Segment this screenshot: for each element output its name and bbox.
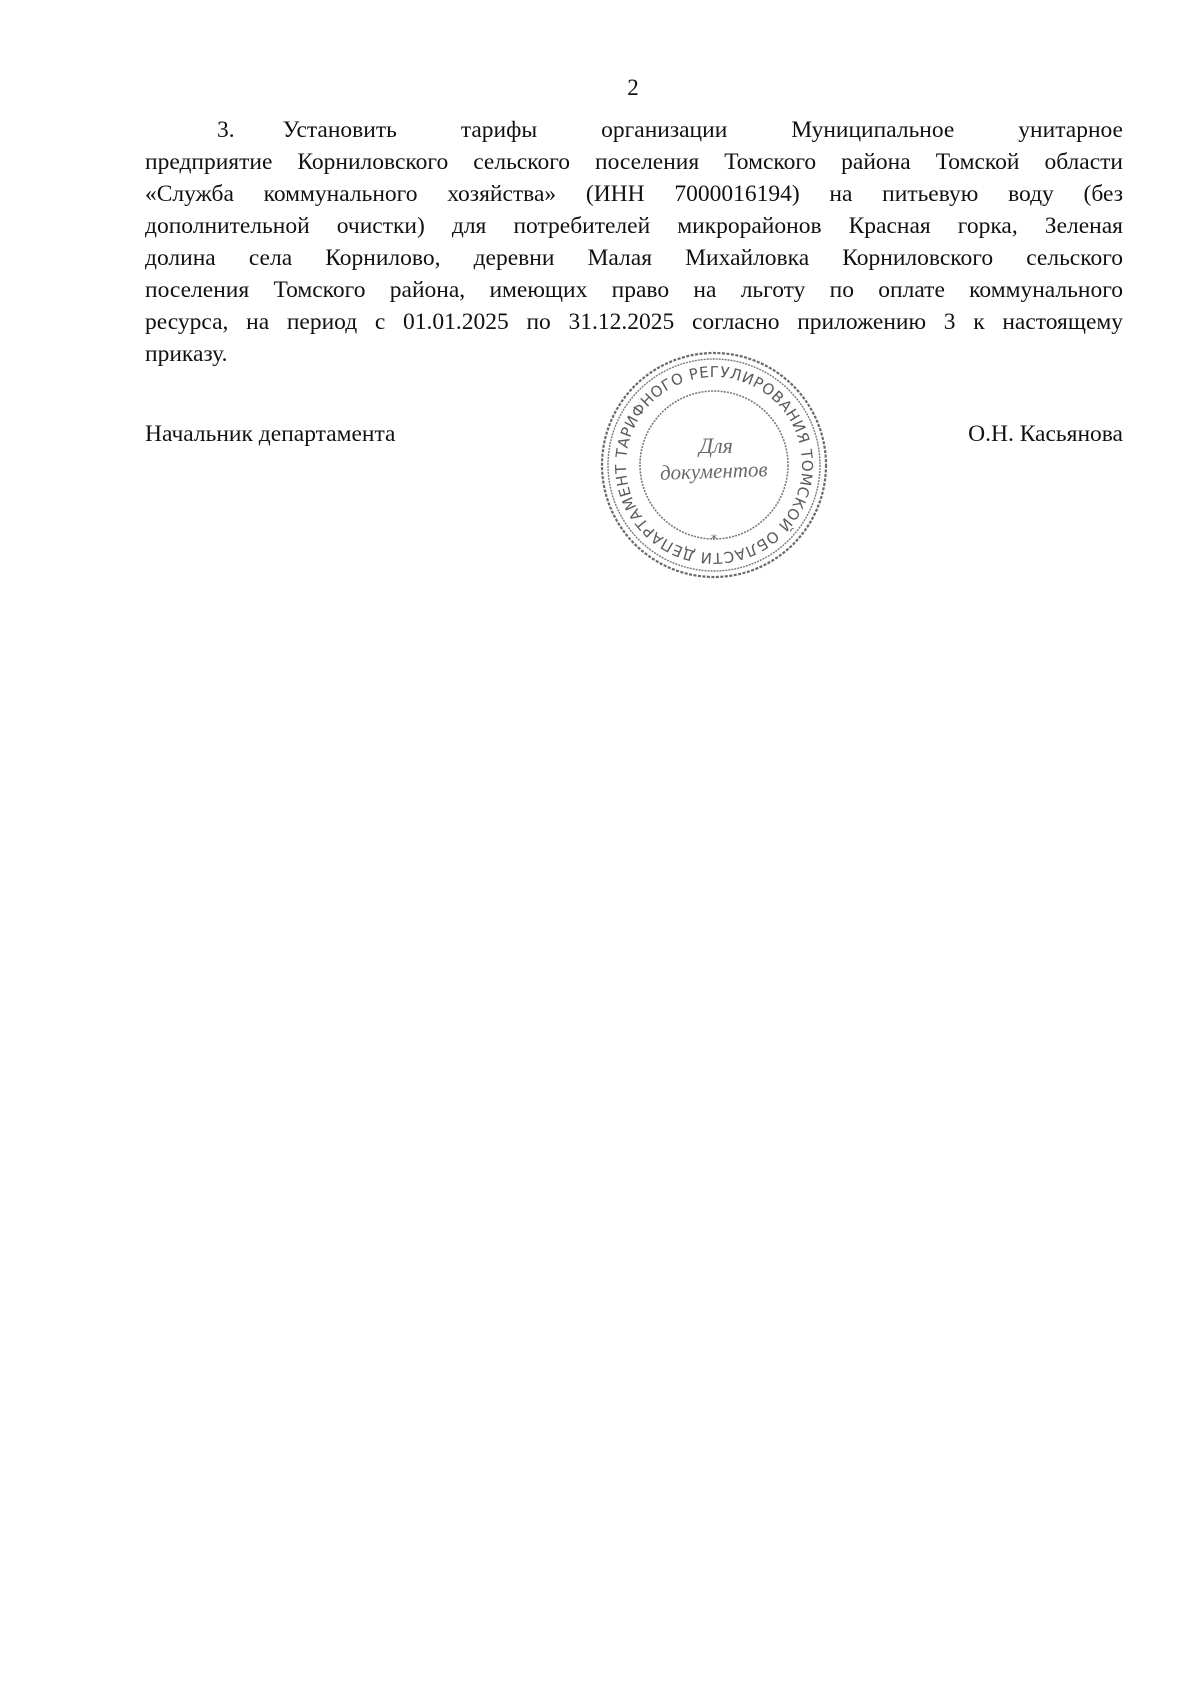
- official-stamp: [594, 345, 834, 585]
- paragraph-line-1: [145, 114, 1123, 146]
- stamp-ring-text: ДЕПАРТАМЕНТ ТАРИФНОГО РЕГУЛИРОВАНИЯ ТОМСКОЙ ОБЛАСТИ: [611, 362, 817, 568]
- paragraph-line-2: предприятие Корниловского сельского поселения Томского района Томской области: [145, 149, 1123, 175]
- paragraph-line-3: «Служба коммунального хозяйства» (ИНН 7000016194) на питьевую воду (без: [145, 181, 1123, 207]
- clause-number: 3.: [217, 117, 235, 143]
- stamp-seal-icon: [594, 345, 834, 585]
- signatory-title: Начальник департамента: [145, 421, 396, 447]
- clause-3-paragraph: [145, 114, 1123, 370]
- stamp-center-line-2: документов: [659, 457, 768, 485]
- page-number: 2: [627, 75, 639, 100]
- paragraph-line-8: приказу.: [145, 341, 228, 367]
- signatory-name: О.Н. Касьянова: [968, 421, 1123, 447]
- paragraph-line-1-text: Установить тарифы организации Муниципальное унитарное: [282, 117, 1123, 143]
- stamp-star: *: [711, 532, 717, 546]
- paragraph-line-7: ресурса, на период с 01.01.2025 по 31.12.2025 согласно приложению 3 к настоящему: [145, 309, 1123, 335]
- stamp-center-line-1: Для: [699, 433, 733, 458]
- paragraph-line-6: поселения Томского района, имеющих право на льготу по оплате коммунального: [145, 277, 1123, 303]
- paragraph-line-5: долина села Корнилово, деревни Малая Михайловка Корниловского сельского: [145, 245, 1123, 271]
- paragraph-line-4: дополнительной очистки) для потребителей микрорайонов Красная горка, Зеленая: [145, 213, 1123, 239]
